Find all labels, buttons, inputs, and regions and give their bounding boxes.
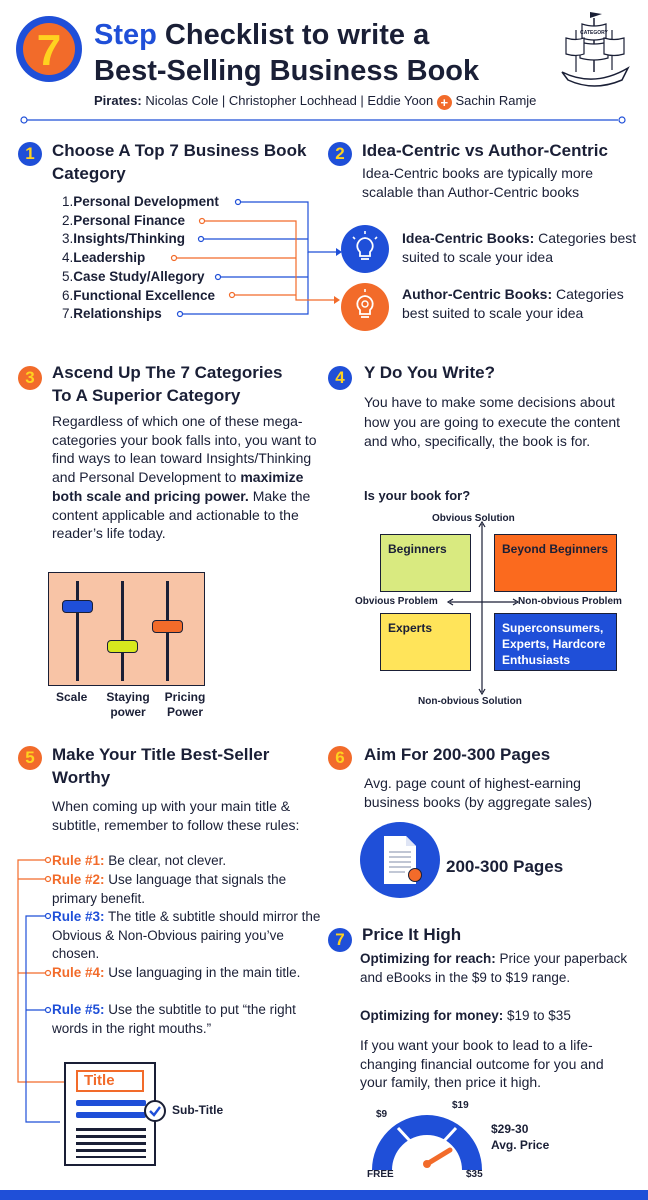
footer-bar [0, 1190, 648, 1200]
axis-top-label: Obvious Solution [432, 513, 515, 524]
section-7-number: 7 [328, 928, 352, 952]
pirates-last: Sachin Ramje [455, 93, 537, 108]
quadrant-beginners: Beginners [380, 534, 471, 592]
rule-5: Rule #5: Use the subtitle to put “the right words in the right mouths.” [52, 1002, 296, 1036]
header-divider [0, 112, 648, 128]
section-7-body: If you want your book to lead to a life-changing financial outcome for you and your family, then price it high. [360, 1037, 604, 1090]
seven-logo-icon [14, 14, 84, 84]
gauge-label-free: FREE [367, 1169, 394, 1180]
quadrant-beyond-beginners: Beyond Beginners [494, 534, 617, 592]
slider-label-pricing: Pricing Power [164, 690, 206, 719]
slider-label-staying: Staying power [106, 690, 150, 719]
money-text: Optimizing for money: $19 to $35 [360, 1008, 571, 1023]
list-item: 4.Leadership [62, 250, 146, 266]
pages-label: 200-300 Pages [446, 857, 564, 876]
rule-4: Rule #4: Use languaging in the main title. [52, 965, 301, 980]
section-4-title: Y Do You Write? [364, 363, 495, 382]
rule-1: Rule #1: Be clear, not clever. [52, 853, 227, 868]
checkmark-icon [144, 1100, 166, 1122]
quadrant-experts: Experts [380, 613, 471, 671]
pirates-names: Nicolas Cole | Christopher Lochhead | Eddie Yoon [145, 93, 434, 108]
pirate-ship-icon [552, 10, 636, 94]
title-step: Step [94, 19, 157, 51]
section-3-body: Regardless of which one of these mega-categories your book falls into, you want to find ways to lean toward Insights/Thinking and Personal Development to maximize both scale and pricing power. Make the content applicable and actionable to the reader’s life today. [52, 413, 317, 542]
section-6-title: Aim For 200-300 Pages [364, 745, 551, 764]
gauge-label-19: $19 [452, 1100, 469, 1111]
svg-text:CATEGORY: CATEGORY [580, 30, 608, 36]
rule-3: Rule #3: The title & subtitle should mirror the Obvious & Non-Obvious pairing you’ve chosen. [52, 909, 321, 962]
author-lightbulb-icon [340, 282, 390, 332]
category-connectors [0, 190, 360, 330]
plus-text: + [440, 95, 449, 110]
section-2-number: 2 [328, 142, 352, 166]
section-5-title: Make Your Title Best-Seller Worthy [52, 745, 270, 787]
section-6-body: Avg. page count of highest-earning business books (by aggregate sales) [364, 775, 593, 810]
avg-price: $29-30 [491, 1122, 529, 1136]
title-line2: Best-Selling Business Book [94, 55, 480, 87]
list-item: 5.Case Study/Allegory [62, 268, 205, 284]
reach-text: Optimizing for reach: Price your paperback and eBooks in the $9 to $19 range. [360, 951, 628, 985]
doc-title-label: Title [76, 1070, 144, 1092]
section-3-number: 3 [18, 366, 42, 390]
section-6-number: 6 [328, 746, 352, 770]
section-2-title: Idea-Centric vs Author-Centric [362, 141, 608, 160]
section-3-title: Ascend Up The 7 Categories To A Superior Category [52, 363, 283, 405]
plus-icon [437, 95, 452, 110]
header-number: 7 [36, 26, 62, 75]
scale-slider-knob [62, 600, 93, 613]
list-item: 7.Relationships [62, 306, 162, 322]
staying-slider-knob [107, 640, 138, 653]
sliders-panel [48, 572, 205, 686]
pages-marker-icon [408, 868, 422, 882]
section-7-title: Price It High [362, 925, 462, 944]
idea-centric-text: Idea-Centric Books: Categories best suited to scale your idea [402, 230, 637, 265]
section-2-desc: Idea-Centric books are typically more scalable than Author-Centric books [362, 165, 594, 200]
lightbulb-icon [340, 224, 390, 274]
pirates-label: Pirates: [94, 93, 142, 108]
section-4-body: You have to make some decisions about how you are going to execute the content and who, specifically, the book is for. [364, 394, 621, 449]
section-1-title: Choose A Top 7 Business Book Category [52, 141, 307, 183]
gauge-label-35: $35 [466, 1169, 483, 1180]
list-item: 1.Personal Development [62, 194, 219, 209]
section-5-number: 5 [18, 746, 42, 770]
subtitle-label: Sub-Title [172, 1103, 224, 1117]
axis-bottom-label: Non-obvious Solution [418, 696, 522, 707]
author-centric-text: Author-Centric Books: Categories best suited to scale your idea [402, 286, 624, 321]
gauge-label-9: $9 [376, 1109, 388, 1120]
section-5-intro: When coming up with your main title & subtitle, remember to follow these rules: [52, 798, 300, 833]
avg-price-label: Avg. Price [491, 1138, 550, 1152]
title-rest: Checklist to write a [164, 19, 430, 51]
pricing-slider-knob [152, 620, 183, 633]
page-count-badge [360, 822, 440, 898]
rule-2: Rule #2: Use language that signals the primary benefit. [52, 872, 287, 906]
axis-right-label: Non-obvious Problem [518, 596, 622, 607]
axis-left-label: Obvious Problem [355, 596, 438, 607]
quadrant-superconsumers: Superconsumers, Experts, Hardcore Enthusiasts [494, 613, 617, 671]
section-4-number: 4 [328, 366, 352, 390]
section-1-number: 1 [18, 142, 42, 166]
document-icon [64, 1062, 156, 1166]
quadrant-question: Is your book for? [364, 488, 471, 503]
slider-label-scale: Scale [56, 690, 88, 704]
list-item: 6.Functional Excellence [62, 287, 216, 303]
list-item: 3.Insights/Thinking [62, 231, 186, 247]
list-item: 2.Personal Finance [62, 212, 186, 228]
